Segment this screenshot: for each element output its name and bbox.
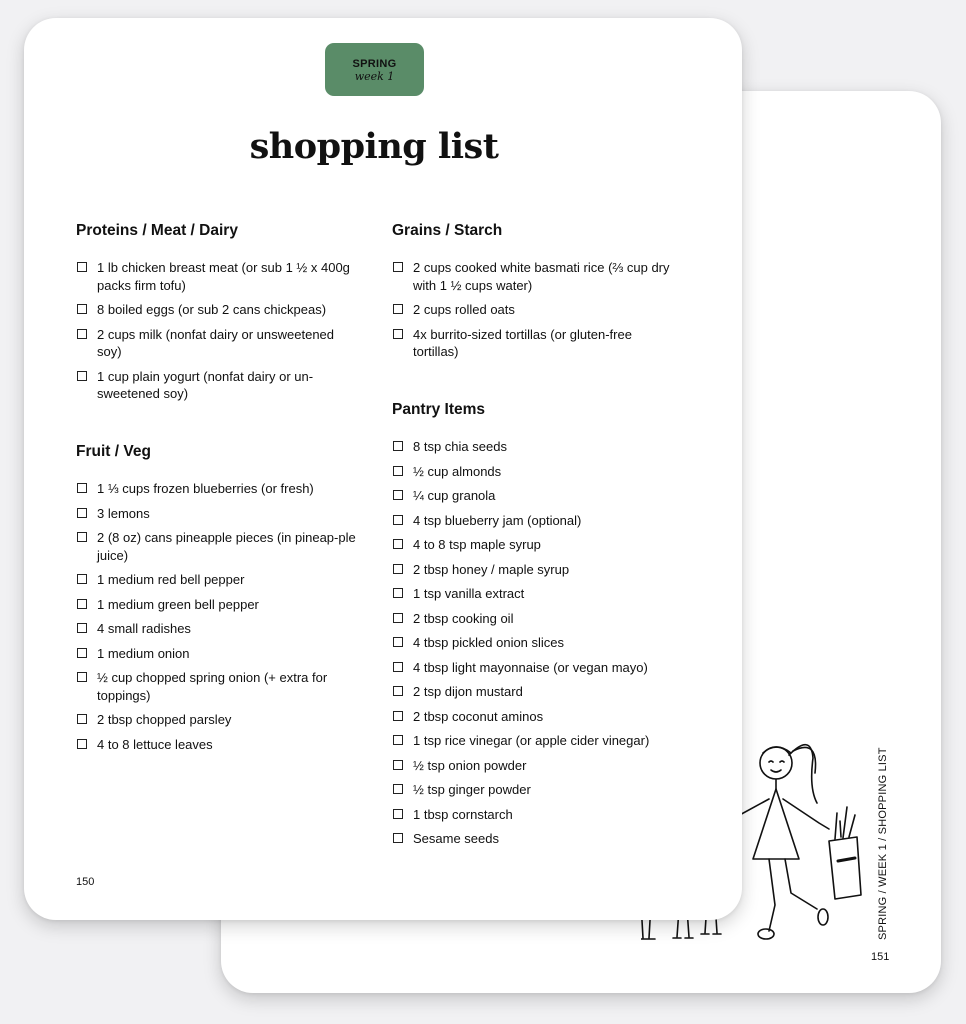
checkbox-icon[interactable] bbox=[393, 662, 403, 672]
checkbox-icon[interactable] bbox=[393, 735, 403, 745]
list-item bbox=[392, 487, 681, 505]
list-item bbox=[76, 529, 357, 564]
list-item bbox=[392, 708, 681, 726]
list-item bbox=[392, 512, 681, 530]
checkbox-icon[interactable] bbox=[77, 532, 87, 542]
item-text: 4 tsp blueberry jam (optional) bbox=[413, 512, 582, 528]
section-heading: Fruit / Veg bbox=[76, 443, 151, 460]
checkbox-icon[interactable] bbox=[77, 739, 87, 749]
item-text: 4 to 8 lettuce leaves bbox=[97, 736, 213, 752]
checkbox-icon[interactable] bbox=[77, 262, 87, 272]
list-item bbox=[76, 326, 357, 361]
item-text: ½ tsp ginger powder bbox=[413, 782, 531, 797]
list-item bbox=[392, 301, 681, 319]
item-text: 2 tbsp coconut aminos bbox=[413, 708, 544, 724]
badge-week: week 1 bbox=[354, 70, 395, 83]
checkbox-icon[interactable] bbox=[77, 672, 87, 682]
checklist bbox=[76, 480, 357, 753]
section-heading: Pantry Items bbox=[392, 401, 486, 418]
list-item bbox=[76, 711, 357, 729]
list-item bbox=[392, 561, 681, 579]
item-text: Sesame seeds bbox=[413, 831, 499, 846]
list-item bbox=[392, 634, 681, 652]
checkbox-icon[interactable] bbox=[77, 648, 87, 658]
item-text: 4 small radishes bbox=[97, 621, 191, 636]
item-text: 1 tsp rice vinegar (or apple cider vinegar) bbox=[413, 733, 650, 748]
item-text: ½ cup chopped spring onion (+ extra for toppings) bbox=[97, 670, 328, 703]
item-text: 1 cup plain yogurt (nonfat dairy or un-sweetened soy) bbox=[97, 368, 314, 401]
item-text: ½ tsp onion powder bbox=[413, 757, 527, 773]
item-text: 1 medium red bell pepper bbox=[97, 572, 245, 587]
item-text: 4 tbsp light mayonnaise (or vegan mayo) bbox=[413, 659, 648, 675]
list-item bbox=[76, 480, 357, 498]
section-grains-starch bbox=[392, 221, 681, 368]
list-item bbox=[392, 536, 681, 554]
item-text: 2 (8 oz) cans pineapple pieces (in pineap-ple juice) bbox=[97, 530, 356, 563]
item-text: 1 medium onion bbox=[97, 645, 190, 661]
checkbox-icon[interactable] bbox=[393, 588, 403, 598]
item-text: ½ cup almonds bbox=[413, 463, 502, 479]
season-badge bbox=[325, 43, 424, 96]
item-text: 2 tbsp cooking oil bbox=[413, 610, 514, 626]
list-item bbox=[392, 438, 681, 456]
checkbox-icon[interactable] bbox=[393, 833, 403, 843]
checkbox-icon[interactable] bbox=[393, 515, 403, 525]
list-item bbox=[76, 645, 357, 663]
item-text: 8 boiled eggs (or sub 2 cans chickpeas) bbox=[97, 302, 327, 317]
checkbox-icon[interactable] bbox=[77, 623, 87, 633]
list-item bbox=[76, 596, 357, 614]
checklist bbox=[76, 259, 357, 403]
item-text: 1 tbsp cornstarch bbox=[413, 806, 513, 822]
checklist bbox=[392, 259, 681, 361]
list-item bbox=[76, 505, 357, 523]
page-title: shopping list bbox=[249, 126, 499, 167]
list-item bbox=[76, 571, 357, 589]
list-item bbox=[392, 683, 681, 701]
list-item bbox=[76, 259, 357, 294]
item-text: ¼ cup granola bbox=[413, 488, 496, 503]
running-header: SPRING / WEEK 1 / SHOPPING LIST bbox=[877, 747, 889, 940]
checkbox-icon[interactable] bbox=[77, 714, 87, 724]
section-proteins bbox=[76, 221, 357, 410]
list-item bbox=[392, 463, 681, 481]
item-text: 4 to 8 tsp maple syrup bbox=[413, 537, 541, 552]
checkbox-icon[interactable] bbox=[77, 508, 87, 518]
front-page bbox=[24, 18, 742, 920]
page-number: 150 bbox=[76, 876, 95, 888]
list-item bbox=[392, 659, 681, 677]
list-item bbox=[392, 757, 681, 775]
checkbox-icon[interactable] bbox=[393, 613, 403, 623]
list-item bbox=[76, 736, 357, 754]
section-heading: Proteins / Meat / Dairy bbox=[76, 222, 238, 239]
page-number: 151 bbox=[871, 951, 890, 963]
item-text: 2 cups cooked white basmati rice (⅔ cup dry with 1 ½ cups water) bbox=[413, 260, 670, 293]
list-item bbox=[392, 585, 681, 603]
checkbox-icon[interactable] bbox=[77, 483, 87, 493]
item-text: 1 lb chicken breast meat (or sub 1 ½ x 400g packs firm tofu) bbox=[97, 260, 350, 293]
item-text: 4 tbsp pickled onion slices bbox=[413, 635, 565, 650]
list-item bbox=[76, 301, 357, 319]
list-item bbox=[392, 806, 681, 824]
checkbox-icon[interactable] bbox=[393, 262, 403, 272]
section-pantry-items bbox=[392, 400, 681, 855]
checkbox-icon[interactable] bbox=[393, 784, 403, 794]
badge-season: SPRING bbox=[352, 58, 397, 70]
list-item bbox=[392, 326, 681, 361]
item-text: 2 tbsp honey / maple syrup bbox=[413, 561, 570, 577]
checkbox-icon[interactable] bbox=[77, 304, 87, 314]
list-item bbox=[392, 732, 681, 750]
checkbox-icon[interactable] bbox=[393, 637, 403, 647]
item-text: 4x burrito-sized tortillas (or gluten-free tortillas) bbox=[413, 326, 632, 359]
checkbox-icon[interactable] bbox=[393, 711, 403, 721]
checklist bbox=[392, 438, 681, 848]
item-text: 2 tsp dijon mustard bbox=[413, 684, 523, 699]
item-text: 2 cups rolled oats bbox=[413, 302, 515, 317]
list-item bbox=[392, 781, 681, 799]
list-item bbox=[76, 368, 357, 403]
item-text: 2 cups milk (nonfat dairy or unsweetened soy) bbox=[97, 326, 335, 359]
item-text: 3 lemons bbox=[97, 505, 150, 521]
item-text: 1 ⅓ cups frozen blueberries (or fresh) bbox=[97, 481, 314, 496]
section-heading: Grains / Starch bbox=[392, 222, 503, 239]
list-item bbox=[76, 620, 357, 638]
checkbox-icon[interactable] bbox=[77, 574, 87, 584]
section-fruit-veg bbox=[76, 442, 357, 760]
checkbox-icon[interactable] bbox=[393, 441, 403, 451]
item-text: 2 tbsp chopped parsley bbox=[97, 712, 232, 727]
checkbox-icon[interactable] bbox=[77, 599, 87, 609]
checkbox-icon[interactable] bbox=[393, 760, 403, 770]
item-text: 1 medium green bell pepper bbox=[97, 596, 259, 612]
checkbox-icon[interactable] bbox=[393, 686, 403, 696]
list-item bbox=[76, 669, 357, 704]
item-text: 8 tsp chia seeds bbox=[413, 439, 507, 454]
checkbox-icon[interactable] bbox=[393, 490, 403, 500]
checkbox-icon[interactable] bbox=[77, 371, 87, 381]
item-text: 1 tsp vanilla extract bbox=[413, 586, 525, 601]
checkbox-icon[interactable] bbox=[77, 329, 87, 339]
checkbox-icon[interactable] bbox=[393, 466, 403, 476]
checkbox-icon[interactable] bbox=[393, 329, 403, 339]
list-item bbox=[392, 610, 681, 628]
checkbox-icon[interactable] bbox=[393, 809, 403, 819]
checkbox-icon[interactable] bbox=[393, 539, 403, 549]
checkbox-icon[interactable] bbox=[393, 304, 403, 314]
list-item bbox=[392, 259, 681, 294]
checkbox-icon[interactable] bbox=[393, 564, 403, 574]
list-item bbox=[392, 830, 681, 848]
